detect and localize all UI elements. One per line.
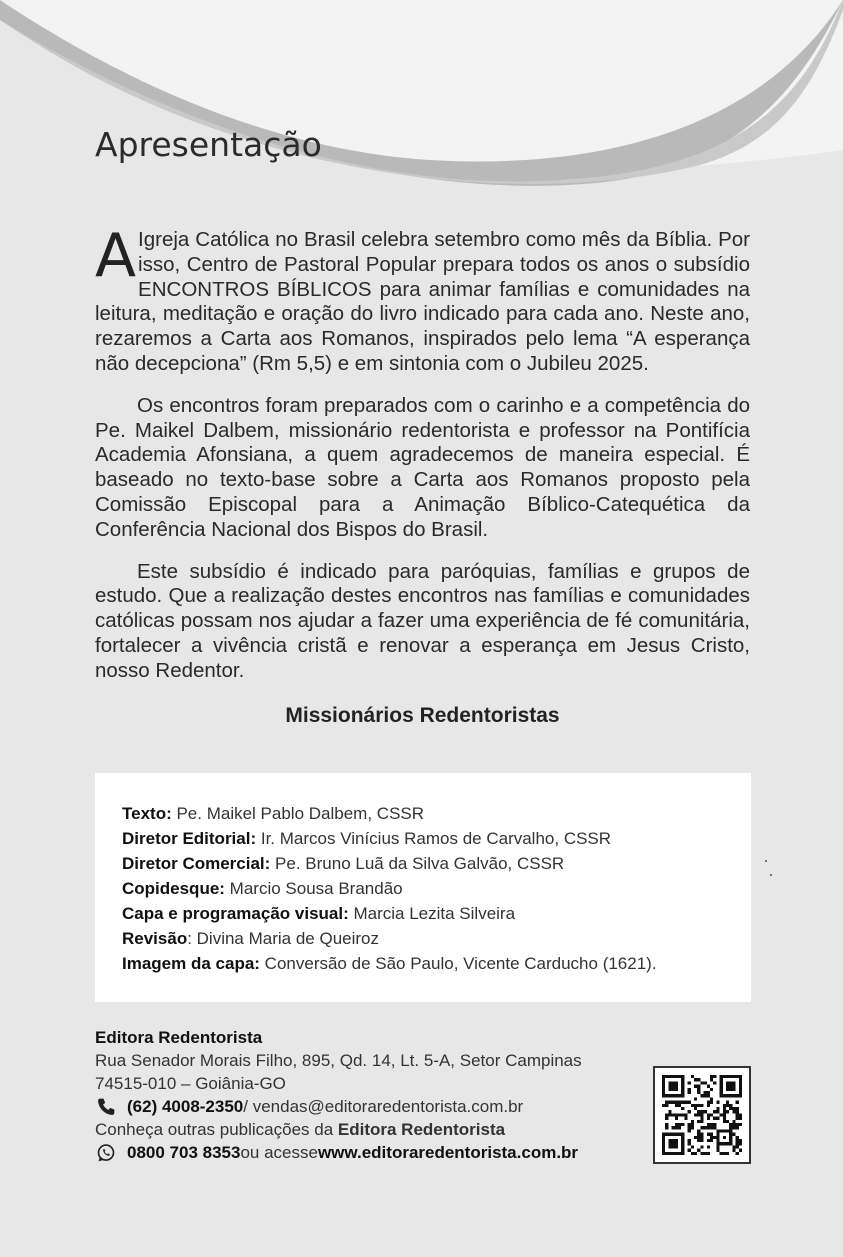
credit-label: Texto: [122,804,172,823]
credit-label: Revisão [122,929,188,948]
phone-icon [95,1097,117,1117]
email-link[interactable]: / vendas@editoraredentorista.com.br [243,1097,524,1116]
site-prefix: ou acesse [240,1143,318,1162]
credit-label: Diretor Editorial: [122,829,257,848]
credit-value: Marcia Lezita Silveira [348,904,516,923]
credit-row-cover-design [122,901,751,926]
credit-value: Ir. Marcos Vinícius Ramos de Carvalho, CSSR [256,829,612,848]
promo-row [95,1118,655,1141]
header-swoosh [0,0,843,210]
paragraph-3: Este subsídio é indicado para paróquias, famílias e grupos de estudo. Que a realização destes encontros nas famílias e comunidades católicas possam nos ajudar a fazer uma experiência de fé comunitária, fortalecer a vivência cristã e renovar a esperança em Jesus Cristo, nosso Redentor. [95,559,750,682]
credit-label: Diretor Comercial: [122,854,271,873]
credit-value: Marcio Sousa Brandão [224,879,403,898]
credit-row-revision [122,926,751,951]
publisher-name: Editora Redentorista [95,1028,263,1047]
credit-value: Pe. Maikel Pablo Dalbem, CSSR [171,804,425,823]
credit-label: Capa e programação visual: [122,904,349,923]
phone-number[interactable]: (62) 4008-2350 [127,1097,244,1116]
qr-code [653,1066,751,1164]
credit-row-editorial-director [122,826,751,851]
credit-row-copyeditor [122,876,751,901]
credit-value: : Divina Maria de Queiroz [187,929,380,948]
website-link[interactable]: www.editoraredentorista.com.br [317,1143,579,1162]
publisher-info [95,1026,655,1164]
publisher-address-1: Rua Senador Morais Filho, 895, Qd. 14, Lt. 5-A, Setor Campinas [95,1051,582,1070]
promo-text: Conheça outras publicações da [95,1120,338,1139]
presentation-body [95,221,750,701]
publisher-address-2: 74515-010 – Goiânia-GO [95,1074,286,1093]
credit-label: Copidesque: [122,879,225,898]
credit-row-commercial-director [122,851,751,876]
whatsapp-icon [95,1143,117,1163]
credits-box [95,773,751,1002]
speck [765,860,767,862]
credit-value: Pe. Bruno Luã da Silva Galvão, CSSR [270,854,565,873]
credit-row-cover-image [122,951,751,976]
contact-row [95,1095,655,1118]
drop-cap: A [95,221,137,291]
page-title: Apresentação [95,125,322,164]
paragraph-2: Os encontros foram preparados com o carinho e a competência do Pe. Maikel Dalbem, missionário redentorista e professor na Pontifícia Academia Afonsiana, a quem agradecemos de maneira especial. É baseado no texto-base sobre a Carta aos Romanos proposto pela Comissão Episcopal para a Animação Bíblico-Catequética da Conferência Nacional dos Bispos do Brasil. [95,393,750,541]
speck [770,874,772,876]
credit-row-text [122,801,751,826]
credit-label: Imagem da capa: [122,954,260,973]
signature: Missionários Redentoristas [285,704,560,727]
whatsapp-number[interactable]: 0800 703 8353 [127,1143,241,1162]
paragraph-1 [95,221,750,377]
whatsapp-row [95,1141,655,1164]
qr-code-icon [662,1075,742,1155]
credit-value: Conversão de São Paulo, Vicente Carducho (1621). [259,954,657,973]
paragraph-1-text: Igreja Católica no Brasil celebra setembro como mês da Bíblia. Por isso, Centro de Pastoral Popular prepara todos os anos o subsídio ENCONTROS BÍBLICOS para animar famílias e comunidades na leitura, meditação e oração do livro indicado para cada ano. Neste ano, rezaremos a Carta aos Romanos, inspirados pelo lema “A esperança não decepciona” (Rm 5,5) e em sintonia com o Jubileu 2025. [95,228,750,375]
promo-publisher-name: Editora Redentorista [337,1120,506,1139]
